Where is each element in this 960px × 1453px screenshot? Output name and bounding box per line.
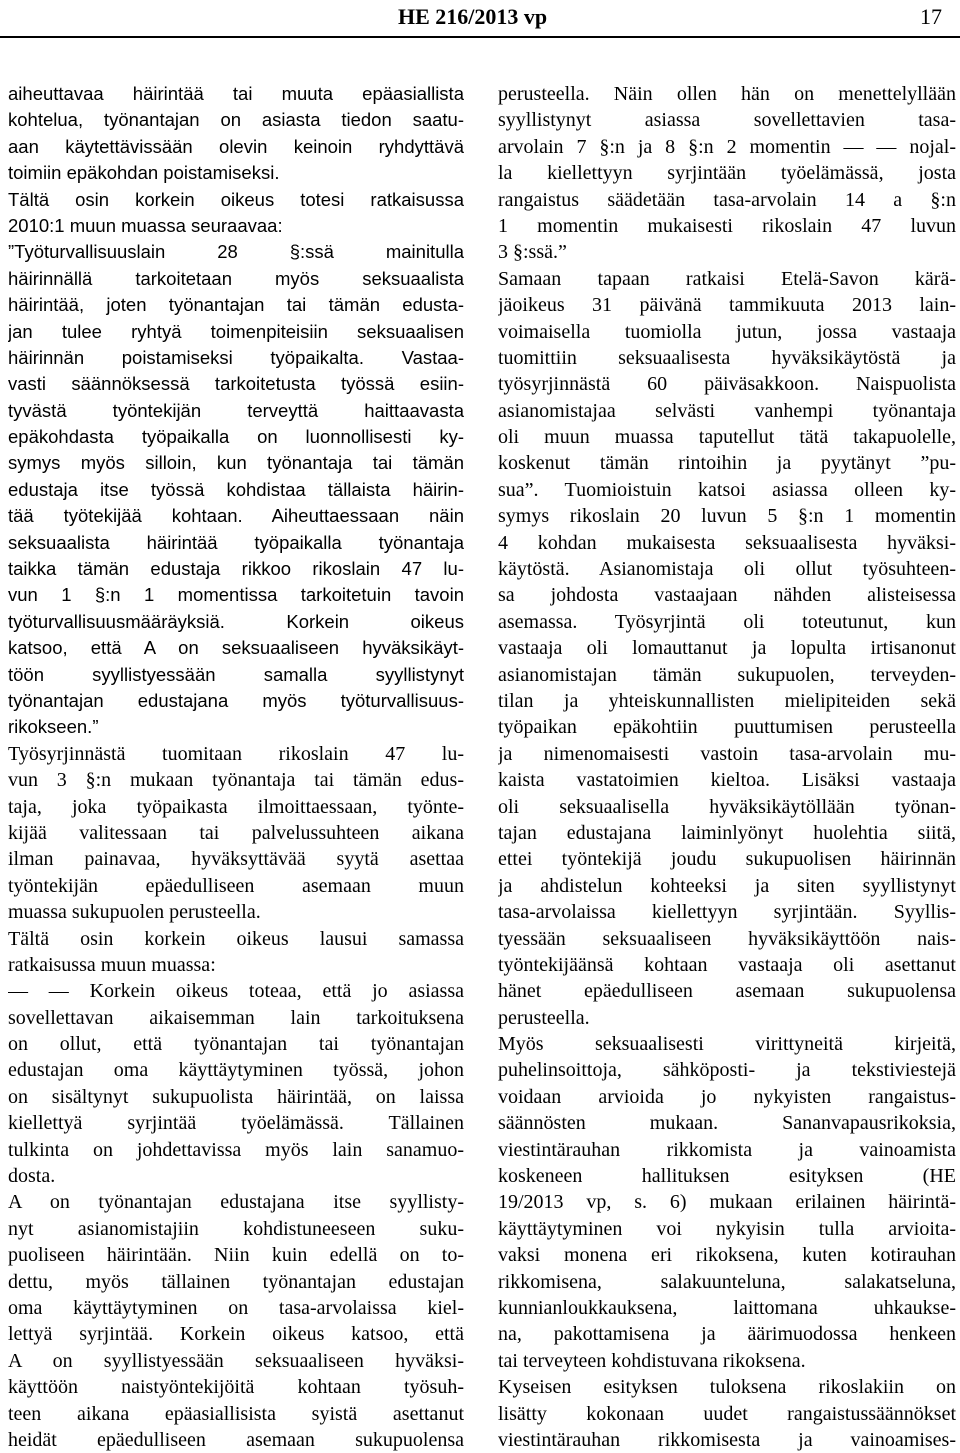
text-line: nyt asianomistajiin kohdistuneeseen suku-	[8, 1217, 464, 1240]
text-line: edustajan oma käyttäytyminen työssä, johon	[8, 1059, 464, 1082]
text-line: viestintärauhan rikkomisesta ja vainoamises-	[498, 1428, 956, 1451]
document-id: HE 216/2013 vp	[398, 4, 548, 29]
text-line: ilman painavaa, hyväksyttävää syytä asettaa	[8, 848, 464, 871]
text-line: toimiin epäkohdan poistamiseksi.	[8, 162, 280, 184]
text-line: tasa-arvolaissa kiellettyyn syrjintään. Syyllis-	[498, 901, 956, 924]
text-line: käyttöön naistyöntekijöitä kohtaan työsuh-	[8, 1376, 464, 1399]
right-column	[498, 81, 956, 1453]
text-line: dettu, myös tällainen työnantajan edustajan	[8, 1270, 464, 1293]
text-line: oli seksuaalisella hyväksikäytöllään työnan-	[498, 795, 956, 818]
text-line: asianomistajan tämän sukupuolen, terveyden-	[498, 663, 956, 686]
text-line: on ollut, että työnantajan tai työnantajan	[8, 1033, 464, 1056]
text-line: viestintärauhan rikkomista ja vainoamista	[498, 1138, 956, 1161]
text-line: taikka tämän edustaja rikkoo rikoslain 47 lu-	[8, 558, 464, 580]
text-line: jan tulee ryhtyä toimenpiteisiin seksuaalisen	[8, 320, 464, 342]
text-line: töön syyllistyessään samalla syyllistynyt	[8, 663, 464, 685]
text-line: vun 1 §:n 1 momentissa tarkoitetuin tavoin	[8, 584, 464, 606]
text-line: Samaan tapaan ratkaisi Etelä-Savon kärä-	[498, 267, 956, 290]
text-line: tulkinta on johdettavissa myös lain sanamuo-	[8, 1138, 464, 1161]
text-line: symys rikoslain 20 luvun 5 §:n 1 momentin	[498, 505, 956, 528]
text-line: tyessään seksuaaliseen hyväksikäyttöön nais-	[498, 927, 956, 950]
text-line: syyllistynyt asiassa sovellettavien tasa-	[498, 109, 956, 132]
text-line: kunnianloukkauksena, laittomana uhkaukse-	[498, 1296, 956, 1319]
text-line: A on työnantajan edustajana itse syyllisty-	[8, 1191, 464, 1214]
text-line: sovellettavan aikaisemman lain tarkoituksena	[8, 1006, 464, 1029]
page-number: 17	[920, 4, 942, 29]
text-line: vaksi monena eri rikoksena, kuten kotirauhan	[498, 1244, 956, 1267]
text-line: häirinnällä tarkoitetaan myös seksuaalista	[8, 267, 464, 289]
text-line: A on syyllistyessään seksuaaliseen hyväksi-	[8, 1349, 464, 1372]
text-line: vastaaja oli lomauttanut ja lopulta irtisanonut	[498, 637, 956, 660]
text-line: Tältä osin korkein oikeus totesi ratkaisussa	[8, 188, 464, 210]
text-line: asemassa. Työsyrjintä oli toteutunut, kun	[498, 610, 956, 633]
text-line: kohtelua, työnantajan on asiasta tiedon saatu-	[8, 109, 464, 131]
text-line: häirintää, joten työnantajan tai tämän edusta-	[8, 294, 464, 316]
page-header	[0, 0, 960, 38]
text-line: ettei työntekijä joudu sukupuolisen häirinnän	[498, 848, 956, 871]
text-line: 2010:1 muun muassa seuraavaa:	[8, 214, 283, 236]
text-line: tyvästä työntekijän terveyttä haittaavasta	[8, 399, 464, 421]
text-line: käytöstä. Asianomistaja oli ollut työsuhteen-	[498, 558, 956, 581]
text-line: taja, joka työpaikasta ilmoittaessaan, työnte-	[8, 795, 464, 818]
text-line: vasti säännöksessä tarkoitetusta työssä esiin-	[8, 373, 464, 395]
header-rule	[0, 36, 960, 38]
text-line: perusteella.	[498, 1006, 590, 1029]
text-line: vun 3 §:n mukaan työnantaja tai tämän edus-	[8, 769, 464, 792]
text-line: Työsyrjinnästä tuomitaan rikoslain 47 lu-	[8, 742, 464, 765]
text-line: tajan edustajana laiminlyönyt huolehtia siitä,	[498, 821, 956, 844]
text-line: käyttäytyminen voi nykyisin tulla arvioita-	[498, 1217, 956, 1240]
text-line: työsyrjinnästä 60 päiväsakkoon. Naispuolista	[498, 373, 956, 396]
text-line: dosta.	[8, 1165, 56, 1188]
text-line: tai terveyteen kohdistuvana rikoksena.	[498, 1349, 806, 1372]
text-line: seksuaalista häirintää työpaikalla työnantaja	[8, 531, 464, 553]
text-line: 3 §:ssä.”	[498, 241, 567, 264]
text-line: on sisältynyt sukupuolista häirintää, on laissa	[8, 1085, 464, 1108]
text-line: rangaistus säädetään tasa-arvolain 14 a §:n	[498, 188, 956, 211]
text-line: ja nimenomaisesti vastoin tasa-arvolain mu-	[498, 742, 956, 765]
text-line: koskeneen hallituksen esityksen (HE	[498, 1165, 956, 1188]
text-line: työpaikan epäkohtiin puuttumisen perusteella	[498, 716, 956, 739]
text-line: la kiellettyyn syrjintään työelämässä, josta	[498, 162, 956, 185]
text-line: perusteella. Näin ollen hän on menettelyllään	[498, 83, 956, 105]
text-line: ja ahdistelun kohteeksi ja siten syyllistynyt	[498, 874, 956, 897]
text-line: jäoikeus 31 päivänä tammikuuta 2013 lain-	[498, 294, 956, 317]
text-line: asianomistajaa selvästi vanhempi työnantaja	[498, 399, 956, 422]
text-line: teen aikana epäasiallisista syistä asettanut	[8, 1402, 464, 1425]
text-line: puhelinsoittoja, sähköposti- ja tekstiviestejä	[498, 1059, 956, 1082]
text-line: voimaisella tuomiolla jutun, jossa vastaaja	[498, 320, 956, 343]
text-line: — — Korkein oikeus toteaa, että jo asiassa	[8, 980, 464, 1003]
text-line: voidaan arvioida jo nykyisten rangaistus-	[498, 1085, 956, 1108]
text-line: työntekijän epäedulliseen asemaan muun	[8, 874, 464, 897]
text-line: puoliseen häirintään. Niin kuin edellä on to-	[8, 1244, 464, 1267]
text-line: ratkaisussa muun muassa:	[8, 953, 216, 976]
text-line: hänet epäedulliseen asemaan sukupuolensa	[498, 980, 956, 1003]
text-line: Tältä osin korkein oikeus lausui samassa	[8, 927, 464, 950]
text-line: epäkohdasta työpaikalla on luonnollisesti ky-	[8, 426, 464, 448]
text-line: muassa sukupuolen perusteella.	[8, 901, 261, 924]
text-line: säännösten mukaan. Sananvapausrikoksia,	[498, 1112, 956, 1135]
text-line: katsoo, että A on seksuaaliseen hyväksikäyt-	[8, 637, 464, 659]
text-line: tuomittiin seksuaalisesta hyväksikäytöstä ja	[498, 346, 956, 369]
left-column	[8, 81, 464, 1453]
text-line: koskenut tämän rintoihin ja pyytänyt ”pu-	[498, 452, 956, 475]
text-line: arvolain 7 §:n ja 8 §:n 2 momentin — — nojal-	[498, 135, 956, 158]
text-line: aiheuttavaa häirintää tai muuta epäasiallista	[8, 83, 464, 104]
text-line: kijää valitessaan tai palvelussuhteen aikana	[8, 821, 464, 844]
text-line: symys myös silloin, kun työnantaja tai tämän	[8, 452, 464, 474]
text-line: sua”. Tuomioistuin katsoi asiassa olleen ky-	[498, 478, 956, 501]
text-line: 4 kohdan mukaisesta seksuaalisesta hyväksi-	[498, 531, 956, 554]
text-line: aan käytettävissään olevin keinoin ryhdyttävä	[8, 135, 464, 157]
text-line: ”Työturvallisuuslain 28 §:ssä mainitulla	[8, 241, 464, 263]
text-line: tilan ja yhteiskunnallisten mielipiteiden sekä	[498, 689, 956, 712]
text-line: Myös seksuaalisesti virittyneitä kirjeitä,	[498, 1033, 956, 1056]
text-line: sa johdosta vastaajaan nähden alisteisessa	[498, 584, 956, 607]
text-line: Kyseisen esityksen tuloksena rikoslakiin on	[498, 1376, 956, 1399]
text-line: heidät epäedulliseen asemaan sukupuolensa	[8, 1428, 464, 1451]
text-line: na, pakottamisena ja äärimuodossa henkeen	[498, 1323, 956, 1346]
text-line: lisätty kokonaan uudet rangaistussäännökset	[498, 1402, 956, 1425]
text-line: oli muun muassa taputellut tätä takapuolelle,	[498, 426, 956, 449]
text-line: tää työtekijää kohtaan. Aiheuttaessaan näin	[8, 505, 464, 527]
text-line: häirinnän poistamiseksi työpaikalta. Vastaa-	[8, 346, 464, 368]
text-line: kaista vastatoimien kieltoa. Lisäksi vastaaja	[498, 769, 956, 792]
text-line: rikokseen.”	[8, 716, 99, 738]
text-line: 19/2013 vp, s. 6) mukaan erilainen häirintä-	[498, 1191, 956, 1214]
text-line: lettyä syrjintää. Korkein oikeus katsoo, että	[8, 1323, 464, 1346]
text-line: rikkomisena, salakuunteluna, salakatseluna,	[498, 1270, 956, 1293]
text-line: työturvallisuusmääräyksiä. Korkein oikeus	[8, 610, 464, 632]
text-line: työntekijäänsä kohtaan vastaaja oli asettanut	[498, 953, 956, 976]
text-line: edustaja itse työssä kohdistaa tällaista häirin-	[8, 478, 464, 500]
text-line: kiellettyä syrjintää työelämässä. Tällainen	[8, 1112, 464, 1135]
text-line: työnantajan edustajana myös työturvallisuus-	[8, 689, 464, 711]
text-line: oma käyttäytyminen on tasa-arvolaissa kiel-	[8, 1296, 464, 1319]
text-line: 1 momentin mukaisesti rikoslain 47 luvun	[498, 214, 956, 237]
